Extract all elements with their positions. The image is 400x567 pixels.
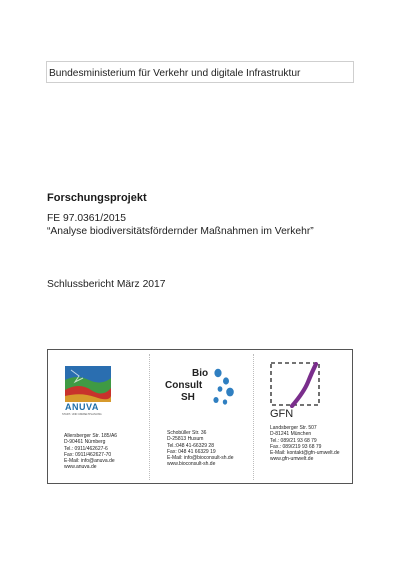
column-divider (253, 354, 254, 480)
gfn-address-line: Fax.: 089/219 93 68 79 (270, 443, 322, 450)
gfn-address-line: Landsberger Str. 507 (270, 425, 317, 431)
partner-gfn (268, 350, 352, 483)
bioconsult-logo-line: Consult (165, 380, 203, 391)
partner-bioconsult (150, 350, 250, 483)
project-number: FE 97.0361/2015 (47, 213, 127, 224)
anuva-logo-icon (65, 366, 111, 402)
project-title: “Analyse biodiversitätsfördernder Maßnahmen im Verkehr” (47, 226, 314, 237)
anuva-logo-name: ANUVA (65, 402, 99, 412)
anuva-address (64, 433, 117, 471)
anuva-address-line: Allersberger Str. 185/A6 (64, 433, 118, 439)
bioconsult-address-line: www.bioconsult-sh.de (167, 461, 216, 468)
gfn-address-line: E-Mail: kontakt@gfn-umwelt.de (270, 450, 340, 457)
bioconsult-address-line: Fax: 048 41 66329 19 (167, 448, 216, 455)
partner-box (47, 349, 353, 484)
ministry-header (46, 61, 354, 83)
bioconsult-logo-line: SH (181, 392, 195, 403)
bioconsult-address-line: Schobüller Str. 36 (167, 430, 207, 436)
anuva-address-line: Tel.: 0911/462627-6 (64, 445, 108, 452)
anuva-address-line: E-Mail: info@anuva.de (64, 458, 115, 465)
bioconsult-address (167, 430, 234, 468)
ministry-name: Bundesministerium für Verkehr und digitale Infrastruktur (49, 68, 301, 79)
gfn-address-line: Tel.: 089/21 93 68 79 (270, 437, 317, 444)
anuva-logo-subtitle: STADT- UND UMWELTPLANUNG (62, 413, 102, 416)
gfn-address (270, 425, 340, 463)
bioconsult-logo-line: Bio (192, 368, 209, 379)
bioconsult-address-line: E-Mail: info@bioconsult-sh.de (167, 455, 234, 462)
partner-anuva (48, 350, 148, 483)
project-heading: Forschungsprojekt (47, 192, 147, 204)
gfn-logo-name: GFN (270, 408, 294, 420)
gfn-address-line: www.gfn-umwelt.de (270, 456, 314, 463)
report-date: Schlussbericht März 2017 (47, 279, 166, 290)
anuva-address-line: Fax: 0911/462627-70 (64, 451, 112, 458)
anuva-address-line: D-90461 Nürnberg (64, 439, 106, 446)
bioconsult-address-line: D-25813 Husum (167, 436, 204, 443)
bioconsult-address-line: Tel.:048 41-66329 28 (167, 442, 214, 449)
bioconsult-drops-icon (210, 367, 238, 407)
gfn-address-line: D-81241 München (270, 431, 312, 438)
anuva-address-line: www.anuva.de (64, 464, 97, 471)
gfn-logo-icon (270, 362, 324, 408)
